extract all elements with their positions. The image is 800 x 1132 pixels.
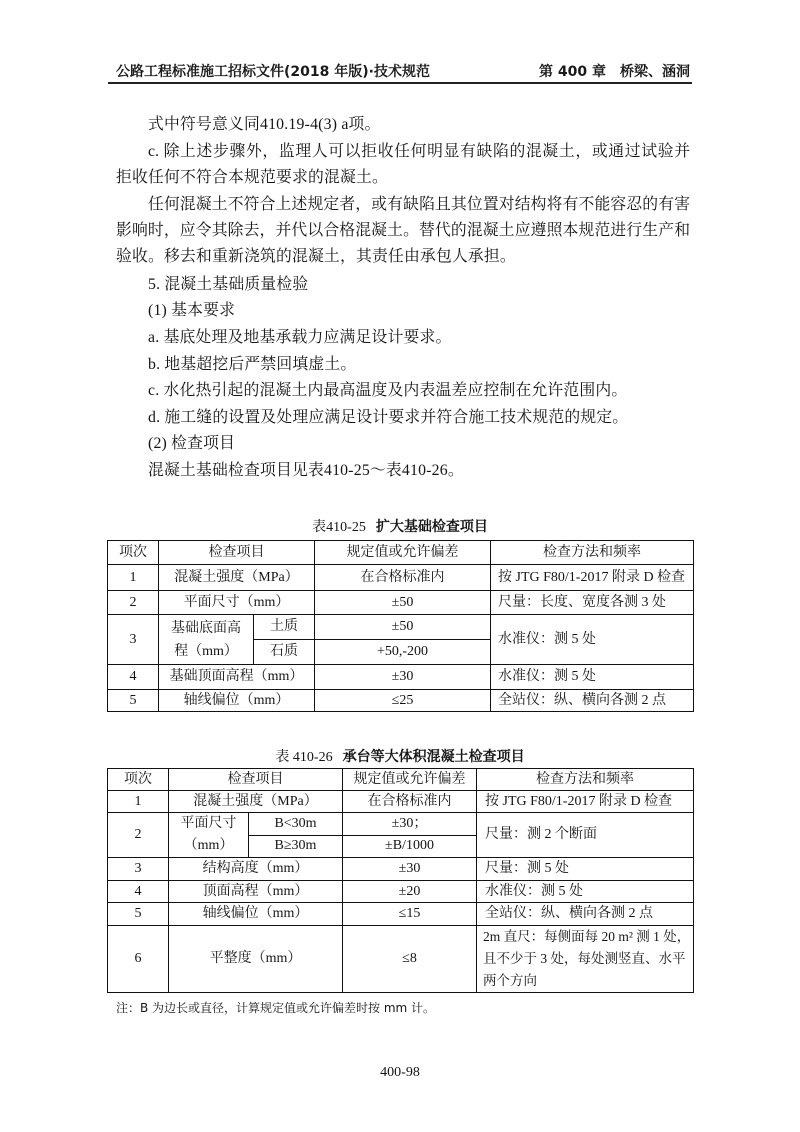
cell-no: 3 (108, 615, 159, 665)
body-line: 拒收任何不符合本规范要求的混凝土。 (116, 169, 388, 186)
cell-value: ±30 (343, 858, 477, 881)
body-line: 影响时，应令其除去，并代以合格混凝土。替代的混凝土应遵照本规范进行生产和 (116, 222, 690, 239)
cell-method: 全站仪：纵、横向各测 2 点 (477, 903, 694, 926)
header-cell-method: 检查方法和频率 (491, 541, 694, 565)
table-number: 表410-25 (312, 520, 366, 535)
table-row (108, 858, 694, 881)
table-row (108, 665, 694, 690)
subsection-heading: (1) 基本要求 (148, 302, 236, 319)
header-cell-value: 规定值或允许偏差 (315, 541, 491, 565)
cell-method: 水准仪：测 5 处 (491, 665, 694, 690)
cell-item: 轴线偏位（mm） (169, 903, 343, 926)
body-line: 验收。移去和重新浇筑的混凝土，其责任由承包人承担。 (116, 248, 516, 265)
cell-item (169, 813, 249, 858)
cell-sub-label: B≥30m (249, 835, 343, 858)
cell-value: 在合格标准内 (343, 791, 477, 813)
cell-no: 4 (108, 665, 159, 690)
cell-sub-label: 土质 (254, 615, 315, 640)
cell-method: 按 JTG F80/1-2017 附录 D 检查 (491, 565, 694, 591)
table-row (108, 926, 694, 993)
cell-method (477, 926, 694, 993)
cell-value: ±50 (315, 615, 491, 640)
table-410-25 (107, 540, 694, 712)
cell-value: ±20 (343, 881, 477, 903)
cell-method-line: 且不少于 3 处，每处测竖直、水平 (483, 951, 686, 966)
cell-item: 混凝土强度（MPa） (159, 565, 315, 591)
table-row (108, 565, 694, 591)
cell-method: 全站仪：纵、横向各测 2 点 (491, 690, 694, 712)
table-header-row (108, 541, 694, 565)
header-cell-no: 项次 (108, 541, 159, 565)
cell-no: 6 (108, 926, 169, 993)
cell-value: ≤8 (343, 926, 477, 993)
body-line: 任何混凝土不符合上述规定者，或有缺陷且其位置对结构将有不能容忍的有害 (148, 196, 690, 213)
cell-item: 轴线偏位（mm） (159, 690, 315, 712)
running-header-title: 公路工程标准施工招标文件(2018 年版)·技术规范 (116, 64, 430, 80)
cell-no: 2 (108, 591, 159, 615)
cell-value: ≤15 (343, 903, 477, 926)
cell-item: 平整度（mm） (169, 926, 343, 993)
cell-no: 2 (108, 813, 169, 858)
table-410-26 (107, 768, 694, 993)
cell-sub-label: B<30m (249, 813, 343, 836)
cell-item: 基础顶面高程（mm） (159, 665, 315, 690)
header-cell-item: 检查项目 (159, 541, 315, 565)
cell-method: 水准仪：测 5 处 (491, 615, 694, 665)
running-header-chapter: 第 400 章 桥梁、涵洞 (539, 64, 690, 80)
cell-no: 1 (108, 565, 159, 591)
table-footnote: 注：B 为边长或直径，计算规定值或允许偏差时按 mm 计。 (116, 1001, 436, 1015)
table-name: 承台等大体积混凝土检查项目 (342, 749, 525, 765)
body-line: 混凝土基础检查项目见表410-25～表410-26。 (148, 462, 464, 479)
table-number: 表 410-26 (275, 750, 333, 765)
subsection-heading: (2) 检查项目 (148, 435, 236, 452)
requirement-item: d. 施工缝的设置及处理应满足设计要求并符合施工技术规范的规定。 (148, 409, 629, 426)
requirement-item: a. 基底处理及地基承载力应满足设计要求。 (148, 329, 452, 346)
cell-no: 5 (108, 903, 169, 926)
cell-method: 尺量：测 5 处 (477, 858, 694, 881)
table-row (108, 591, 694, 615)
cell-method: 水准仪：测 5 处 (477, 881, 694, 903)
body-line: 式中符号意义同410.19-4(3) a项。 (148, 116, 381, 133)
header-cell-no: 项次 (108, 769, 169, 791)
table-row (108, 813, 694, 836)
page-number: 400-98 (380, 1065, 420, 1080)
cell-item (159, 615, 254, 665)
cell-method-line: 2m 直尺：每侧面每 20 m² 测 1 处， (483, 929, 691, 944)
header-cell-item: 检查项目 (169, 769, 343, 791)
cell-item: 混凝土强度（MPa） (169, 791, 343, 813)
cell-item-line: 基础底面高 (171, 620, 241, 636)
cell-sub-label: 石质 (254, 640, 315, 665)
table-410-26-caption (107, 747, 693, 768)
requirement-item: b. 地基超挖后严禁回填虚土。 (148, 356, 357, 373)
cell-value: ±30； (343, 813, 477, 836)
cell-value: ±B/1000 (343, 835, 477, 858)
cell-value: +50,-200 (315, 640, 491, 665)
table-row (108, 903, 694, 926)
section-heading: 5. 混凝土基础质量检验 (148, 276, 309, 293)
cell-no: 3 (108, 858, 169, 881)
body-line: c. 除上述步骤外，监理人可以拒收任何明显有缺陷的混凝土，或通过试验并 (148, 143, 690, 160)
table-410-25-caption (107, 517, 693, 538)
cell-no: 4 (108, 881, 169, 903)
cell-no: 5 (108, 690, 159, 712)
cell-value: ≤25 (315, 690, 491, 712)
cell-item: 平面尺寸（mm） (159, 591, 315, 615)
cell-value: 在合格标准内 (315, 565, 491, 591)
cell-value: ±30 (315, 665, 491, 690)
table-header-row (108, 769, 694, 791)
cell-item-line: （mm） (183, 838, 234, 853)
cell-method: 尺量：长度、宽度各测 3 处 (491, 591, 694, 615)
header-cell-value: 规定值或允许偏差 (343, 769, 477, 791)
cell-no: 1 (108, 791, 169, 813)
cell-method: 按 JTG F80/1-2017 附录 D 检查 (477, 791, 694, 813)
table-name: 扩大基础检查项目 (375, 519, 488, 535)
table-row (108, 690, 694, 712)
table-row (108, 615, 694, 640)
table-row (108, 881, 694, 903)
cell-item: 顶面高程（mm） (169, 881, 343, 903)
table-row (108, 791, 694, 813)
cell-item-line: 平面尺寸 (180, 816, 237, 831)
header-cell-method: 检查方法和频率 (477, 769, 694, 791)
cell-item-line: 程（mm） (174, 643, 238, 659)
cell-value: ±50 (315, 591, 491, 615)
cell-method: 尺量：测 2 个断面 (477, 813, 694, 858)
header-rule (108, 82, 692, 84)
cell-item: 结构高度（mm） (169, 858, 343, 881)
cell-method-line: 两个方向 (483, 973, 537, 988)
requirement-item: c. 水化热引起的混凝土内最高温度及内表温差应控制在允许范围内。 (148, 382, 628, 399)
